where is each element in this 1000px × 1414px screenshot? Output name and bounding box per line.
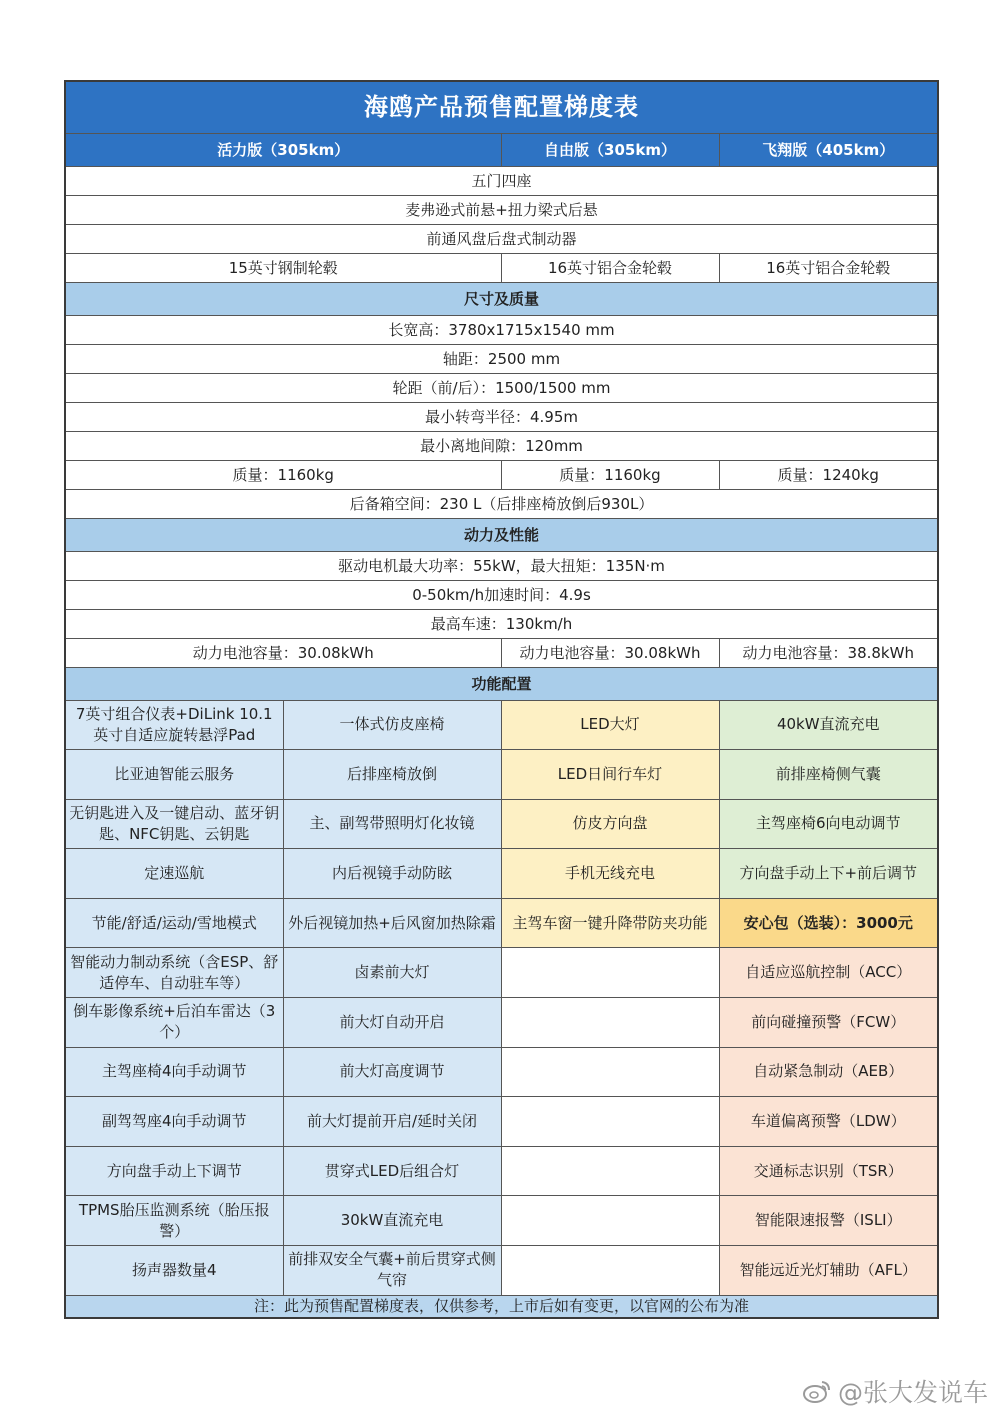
section-size-title: 尺寸及质量 (65, 282, 938, 315)
feature-row (65, 998, 938, 1048)
feature-col-ziyou (501, 998, 719, 1048)
trunk-cell: 后备箱空间：230 L（后排座椅放倒后930L） (65, 489, 938, 518)
watermark-text: @张大发说车 (837, 1378, 988, 1407)
wheelbase-cell: 轴距：2500 mm (65, 344, 938, 373)
feature-row (65, 700, 938, 750)
note-row (65, 1295, 938, 1318)
feature-col-feixiang: 方向盘手动上下+前后调节 (719, 849, 938, 899)
feature-col-huoli-a: 智能动力制动系统（含ESP、舒适停车、自动驻车等） (65, 948, 283, 998)
dimensions-cell: 长宽高：3780x1715x1540 mm (65, 315, 938, 344)
feature-col-feixiang: 智能限速报警（ISLI） (719, 1196, 938, 1246)
mass-feixiang: 质量：1240kg (719, 460, 938, 489)
feature-col-huoli-b: 一体式仿皮座椅 (283, 700, 501, 750)
feature-col-ziyou (501, 1097, 719, 1147)
feature-col-ziyou (501, 1146, 719, 1196)
feature-col-feixiang: 主驾座椅6向电动调节 (719, 799, 938, 849)
track-cell: 轮距（前/后）：1500/1500 mm (65, 373, 938, 402)
feature-col-huoli-b: 内后视镜手动防眩 (283, 849, 501, 899)
table-row (65, 580, 938, 609)
feature-col-feixiang: 安心包（选装）：3000元 (719, 898, 938, 948)
section-row (65, 518, 938, 551)
feature-col-ziyou: 主驾车窗一键升降带防夹功能 (501, 898, 719, 948)
feature-col-huoli-b: 卤素前大灯 (283, 948, 501, 998)
table-row (65, 344, 938, 373)
feature-col-huoli-a: 比亚迪智能云服务 (65, 750, 283, 800)
table-row (65, 489, 938, 518)
feature-row (65, 898, 938, 948)
feature-col-ziyou: 手机无线充电 (501, 849, 719, 899)
table-row (65, 402, 938, 431)
brakes-cell: 前通风盘后盘式制动器 (65, 224, 938, 253)
feature-row (65, 799, 938, 849)
table-row (65, 166, 938, 195)
table-row (65, 431, 938, 460)
feature-col-feixiang: 智能远近光灯辅助（AFL） (719, 1246, 938, 1296)
top-speed-cell: 最高车速：130km/h (65, 609, 938, 638)
table-row (65, 224, 938, 253)
feature-col-huoli-b: 后排座椅放倒 (283, 750, 501, 800)
battery-feixiang: 动力电池容量：38.8kWh (719, 638, 938, 667)
watermark (802, 1373, 988, 1409)
feature-col-ziyou: LED日间行车灯 (501, 750, 719, 800)
wheels-feixiang: 16英寸铝合金轮毂 (719, 253, 938, 282)
trim-feixiang: 飞翔版（405km） (719, 133, 938, 166)
trim-huoli: 活力版（305km） (65, 133, 501, 166)
trim-header-row (65, 133, 938, 166)
feature-col-huoli-b: 贯穿式LED后组合灯 (283, 1146, 501, 1196)
section-features-title: 功能配置 (65, 667, 938, 700)
feature-col-ziyou (501, 948, 719, 998)
table-row (65, 638, 938, 667)
table-row (65, 253, 938, 282)
accel-cell: 0-50km/h加速时间：4.9s (65, 580, 938, 609)
feature-col-ziyou (501, 1047, 719, 1097)
feature-row (65, 1047, 938, 1097)
feature-row (65, 1097, 938, 1147)
feature-col-huoli-a: 节能/舒适/运动/雪地模式 (65, 898, 283, 948)
table-row (65, 315, 938, 344)
feature-col-feixiang: 交通标志识别（TSR） (719, 1146, 938, 1196)
config-table (64, 80, 939, 1319)
seats-cell: 五门四座 (65, 166, 938, 195)
section-row (65, 667, 938, 700)
suspension-cell: 麦弗逊式前悬+扭力梁式后悬 (65, 195, 938, 224)
weibo-icon (802, 1378, 832, 1404)
wheels-huoli: 15英寸钢制轮毂 (65, 253, 501, 282)
mass-huoli: 质量：1160kg (65, 460, 501, 489)
feature-col-huoli-a: 副驾驾座4向手动调节 (65, 1097, 283, 1147)
section-power-title: 动力及性能 (65, 518, 938, 551)
battery-huoli: 动力电池容量：30.08kWh (65, 638, 501, 667)
table-row (65, 373, 938, 402)
feature-col-huoli-b: 30kW直流充电 (283, 1196, 501, 1246)
feature-col-ziyou (501, 1246, 719, 1296)
motor-cell: 驱动电机最大功率：55kW，最大扭矩：135N·m (65, 551, 938, 580)
table-row (65, 195, 938, 224)
feature-col-huoli-a: 无钥匙进入及一键启动、蓝牙钥匙、NFC钥匙、云钥匙 (65, 799, 283, 849)
feature-col-huoli-a: 方向盘手动上下调节 (65, 1146, 283, 1196)
feature-col-huoli-b: 前大灯自动开启 (283, 998, 501, 1048)
feature-row (65, 849, 938, 899)
feature-row (65, 1196, 938, 1246)
feature-col-huoli-b: 外后视镜加热+后风窗加热除霜 (283, 898, 501, 948)
feature-col-ziyou: 仿皮方向盘 (501, 799, 719, 849)
mass-ziyou: 质量：1160kg (501, 460, 719, 489)
feature-col-ziyou: LED大灯 (501, 700, 719, 750)
table-row (65, 551, 938, 580)
ground-clearance-cell: 最小离地间隙：120mm (65, 431, 938, 460)
feature-col-feixiang: 40kW直流充电 (719, 700, 938, 750)
feature-row (65, 948, 938, 998)
feature-col-huoli-a: TPMS胎压监测系统（胎压报警） (65, 1196, 283, 1246)
feature-col-feixiang: 自动紧急制动（AEB） (719, 1047, 938, 1097)
feature-row (65, 1146, 938, 1196)
feature-col-huoli-a: 定速巡航 (65, 849, 283, 899)
feature-col-huoli-a: 扬声器数量4 (65, 1246, 283, 1296)
feature-col-huoli-b: 前大灯提前开启/延时关闭 (283, 1097, 501, 1147)
table-row (65, 460, 938, 489)
section-row (65, 282, 938, 315)
feature-col-huoli-a: 7英寸组合仪表+DiLink 10.1英寸自适应旋转悬浮Pad (65, 700, 283, 750)
feature-col-huoli-a: 主驾座椅4向手动调节 (65, 1047, 283, 1097)
trim-ziyou: 自由版（305km） (501, 133, 719, 166)
feature-col-ziyou (501, 1196, 719, 1246)
feature-col-huoli-b: 前大灯高度调节 (283, 1047, 501, 1097)
wheels-ziyou: 16英寸铝合金轮毂 (501, 253, 719, 282)
table-title: 海鸥产品预售配置梯度表 (65, 81, 938, 133)
feature-col-huoli-b: 主、副驾带照明灯化妆镜 (283, 799, 501, 849)
feature-col-huoli-a: 倒车影像系统+后泊车雷达（3个） (65, 998, 283, 1048)
footnote: 注：此为预售配置梯度表，仅供参考，上市后如有变更，以官网的公布为准 (65, 1295, 938, 1318)
feature-col-huoli-b: 前排双安全气囊+前后贯穿式侧气帘 (283, 1246, 501, 1296)
feature-col-feixiang: 前排座椅侧气囊 (719, 750, 938, 800)
feature-row (65, 1246, 938, 1296)
feature-col-feixiang: 车道偏离预警（LDW） (719, 1097, 938, 1147)
feature-row (65, 750, 938, 800)
table-row (65, 609, 938, 638)
battery-ziyou: 动力电池容量：30.08kWh (501, 638, 719, 667)
feature-col-feixiang: 前向碰撞预警（FCW） (719, 998, 938, 1048)
title-row (65, 81, 938, 133)
feature-col-feixiang: 自适应巡航控制（ACC） (719, 948, 938, 998)
turning-radius-cell: 最小转弯半径：4.95m (65, 402, 938, 431)
